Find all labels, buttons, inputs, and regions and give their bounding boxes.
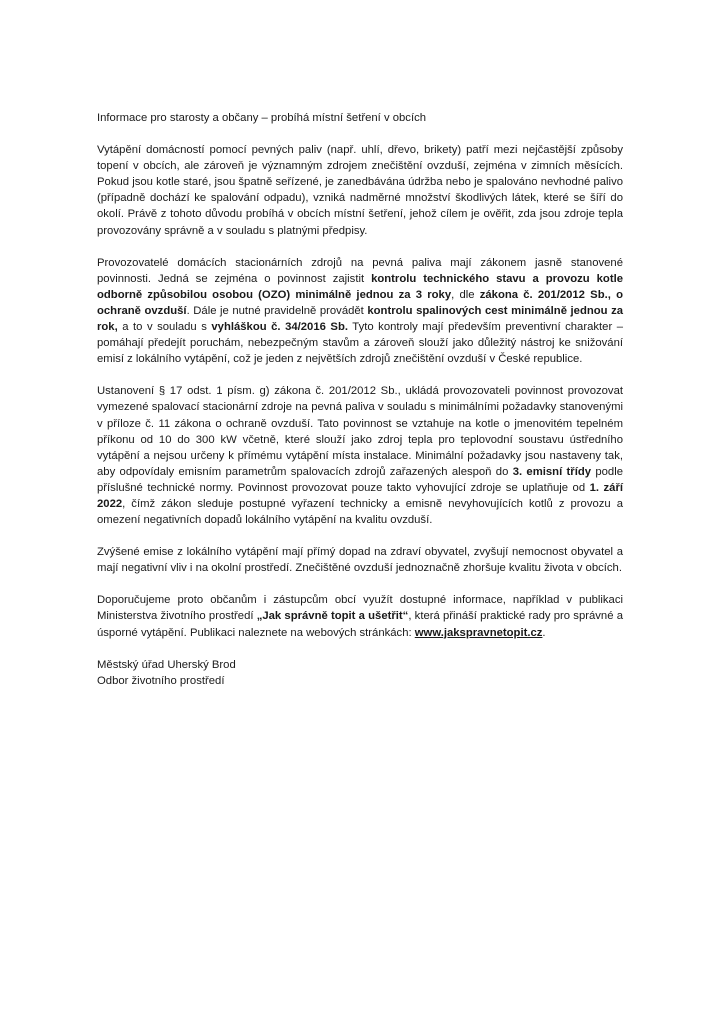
text-run: Doporučujeme proto občanům i zástupcům obcí využít dostupné informace, například v publikaci Ministerstva životního prostředí xyxy=(97,594,623,623)
paragraph-health-impact: Zvýšené emise z lokálního vytápění mají přímý dopad na zdraví obyvatel, zvyšují nemocnost obyvatel a mají negativní vliv i na okolní prostředí. Znečištěné ovzduší jednoznačně zhoršuje kvalitu života v obcích. xyxy=(97,546,623,575)
text-run: Ustanovení § 17 odst. 1 písm. g) zákona č. 201/2012 Sb., ukládá provozovateli povinnost provozovat vymezené spalovací stacionární zdroje na pevná paliva v souladu s minimálními požadavky stanovenými v příloze č. 11 zákona o ochraně ovzduší. Tato povinnost se vztahuje na kotle o jmenovitém tepelném příkonu od 10 do 300 kW včetně, které slouží jako zdroj tepla pro teplovodní soustavu ústředního vytápění a nejsou určeny k přímému vytápění místa instalace. Minimální požadavky jsou nastaveny tak, aby odpovídaly emisním parametrům spalovacích zdrojů zařazených alespoň do xyxy=(97,385,623,478)
text-run: Tyto kontroly mají především preventivní charakter – pomáhají předejít poruchám, nebezpečným stavům a zároveň slouží jako důležitý nástroj ke snižování emisí z lokálního vytápění, což je jeden z největších zdrojů znečištění ovzduší v České republice. xyxy=(97,321,623,366)
paragraph-obligations xyxy=(97,255,623,368)
document-heading: Informace pro starosty a občany – probíhá místní šetření v obcích xyxy=(97,112,427,124)
paragraph-recommendation xyxy=(97,592,623,640)
text-run: . xyxy=(542,626,546,639)
bold-run: vyhláškou č. 34/2016 Sb. xyxy=(211,321,348,334)
website-link[interactable]: www.jakspravnetopit.cz xyxy=(414,626,543,639)
text-run: a to v souladu s xyxy=(117,321,212,334)
signature-office: Městský úřad Uherský Brod xyxy=(97,658,236,671)
document-body xyxy=(97,110,623,689)
text-run: . Dále je nutné pravidelně provádět xyxy=(186,304,368,317)
text-run: podle příslušné technické normy. Povinnost provozovat pouze takto vyhovující zdroje se uplatňuje od xyxy=(97,465,623,494)
bold-run: zákona č. 201/2012 Sb., o ochraně ovzduší xyxy=(97,288,623,317)
signature-block xyxy=(97,657,623,689)
bold-run: kontrolu technického stavu a provozu kotle odborně způsobilou osobou (OZO) minimálně jednou za 3 roky xyxy=(97,272,623,301)
bold-run: 1. září 2022 xyxy=(97,481,624,510)
text-run: , dle xyxy=(451,288,480,301)
paragraph-intro: Vytápění domácností pomocí pevných paliv (např. uhlí, dřevo, brikety) patří mezi nejčastější způsoby topení v obcích, ale zároveň je významným zdrojem znečištění ovzduší, zejména v zimních měsících. Pokud jsou kotle staré, jsou špatně seřízené, je zanedbávána údržba nebo je spalováno nevhodné palivo (případně dochází ke spalování odpadu), vzniká nadměrné množství škodlivých látek, které se šíří do okolí. Právě z tohoto důvodu probíhá v obcích místní šetření, jehož cílem je ověřit, zda jsou zdroje tepla provozovány správně a v souladu s platnými předpisy. xyxy=(97,144,623,237)
text-run: Provozovatelé domácích stacionárních zdrojů na pevná paliva mají zákonem jasně stanovené povinnosti. Jedná se zejména o povinnost zajistit xyxy=(97,256,623,285)
bold-run: 3. emisní třídy xyxy=(512,465,592,478)
paragraph-legal-provision xyxy=(97,383,623,528)
text-run: , čímž zákon sleduje postupné vyřazení technicky a emisně nevyhovujících kotlů z provozu a omezení negativních dopadů lokálního vytápění na kvalitu ovzduší. xyxy=(97,497,623,527)
signature-department: Odbor životního prostředí xyxy=(97,674,225,687)
bold-run: kontrolu spalinových cest minimálně jednou za rok, xyxy=(97,304,624,334)
text-run: , která přináší praktické rady pro správné a úsporné vytápění. Publikaci naleznete na webových stránkách: xyxy=(97,610,623,639)
bold-run: „Jak správně topit a ušetřit“ xyxy=(256,610,409,623)
